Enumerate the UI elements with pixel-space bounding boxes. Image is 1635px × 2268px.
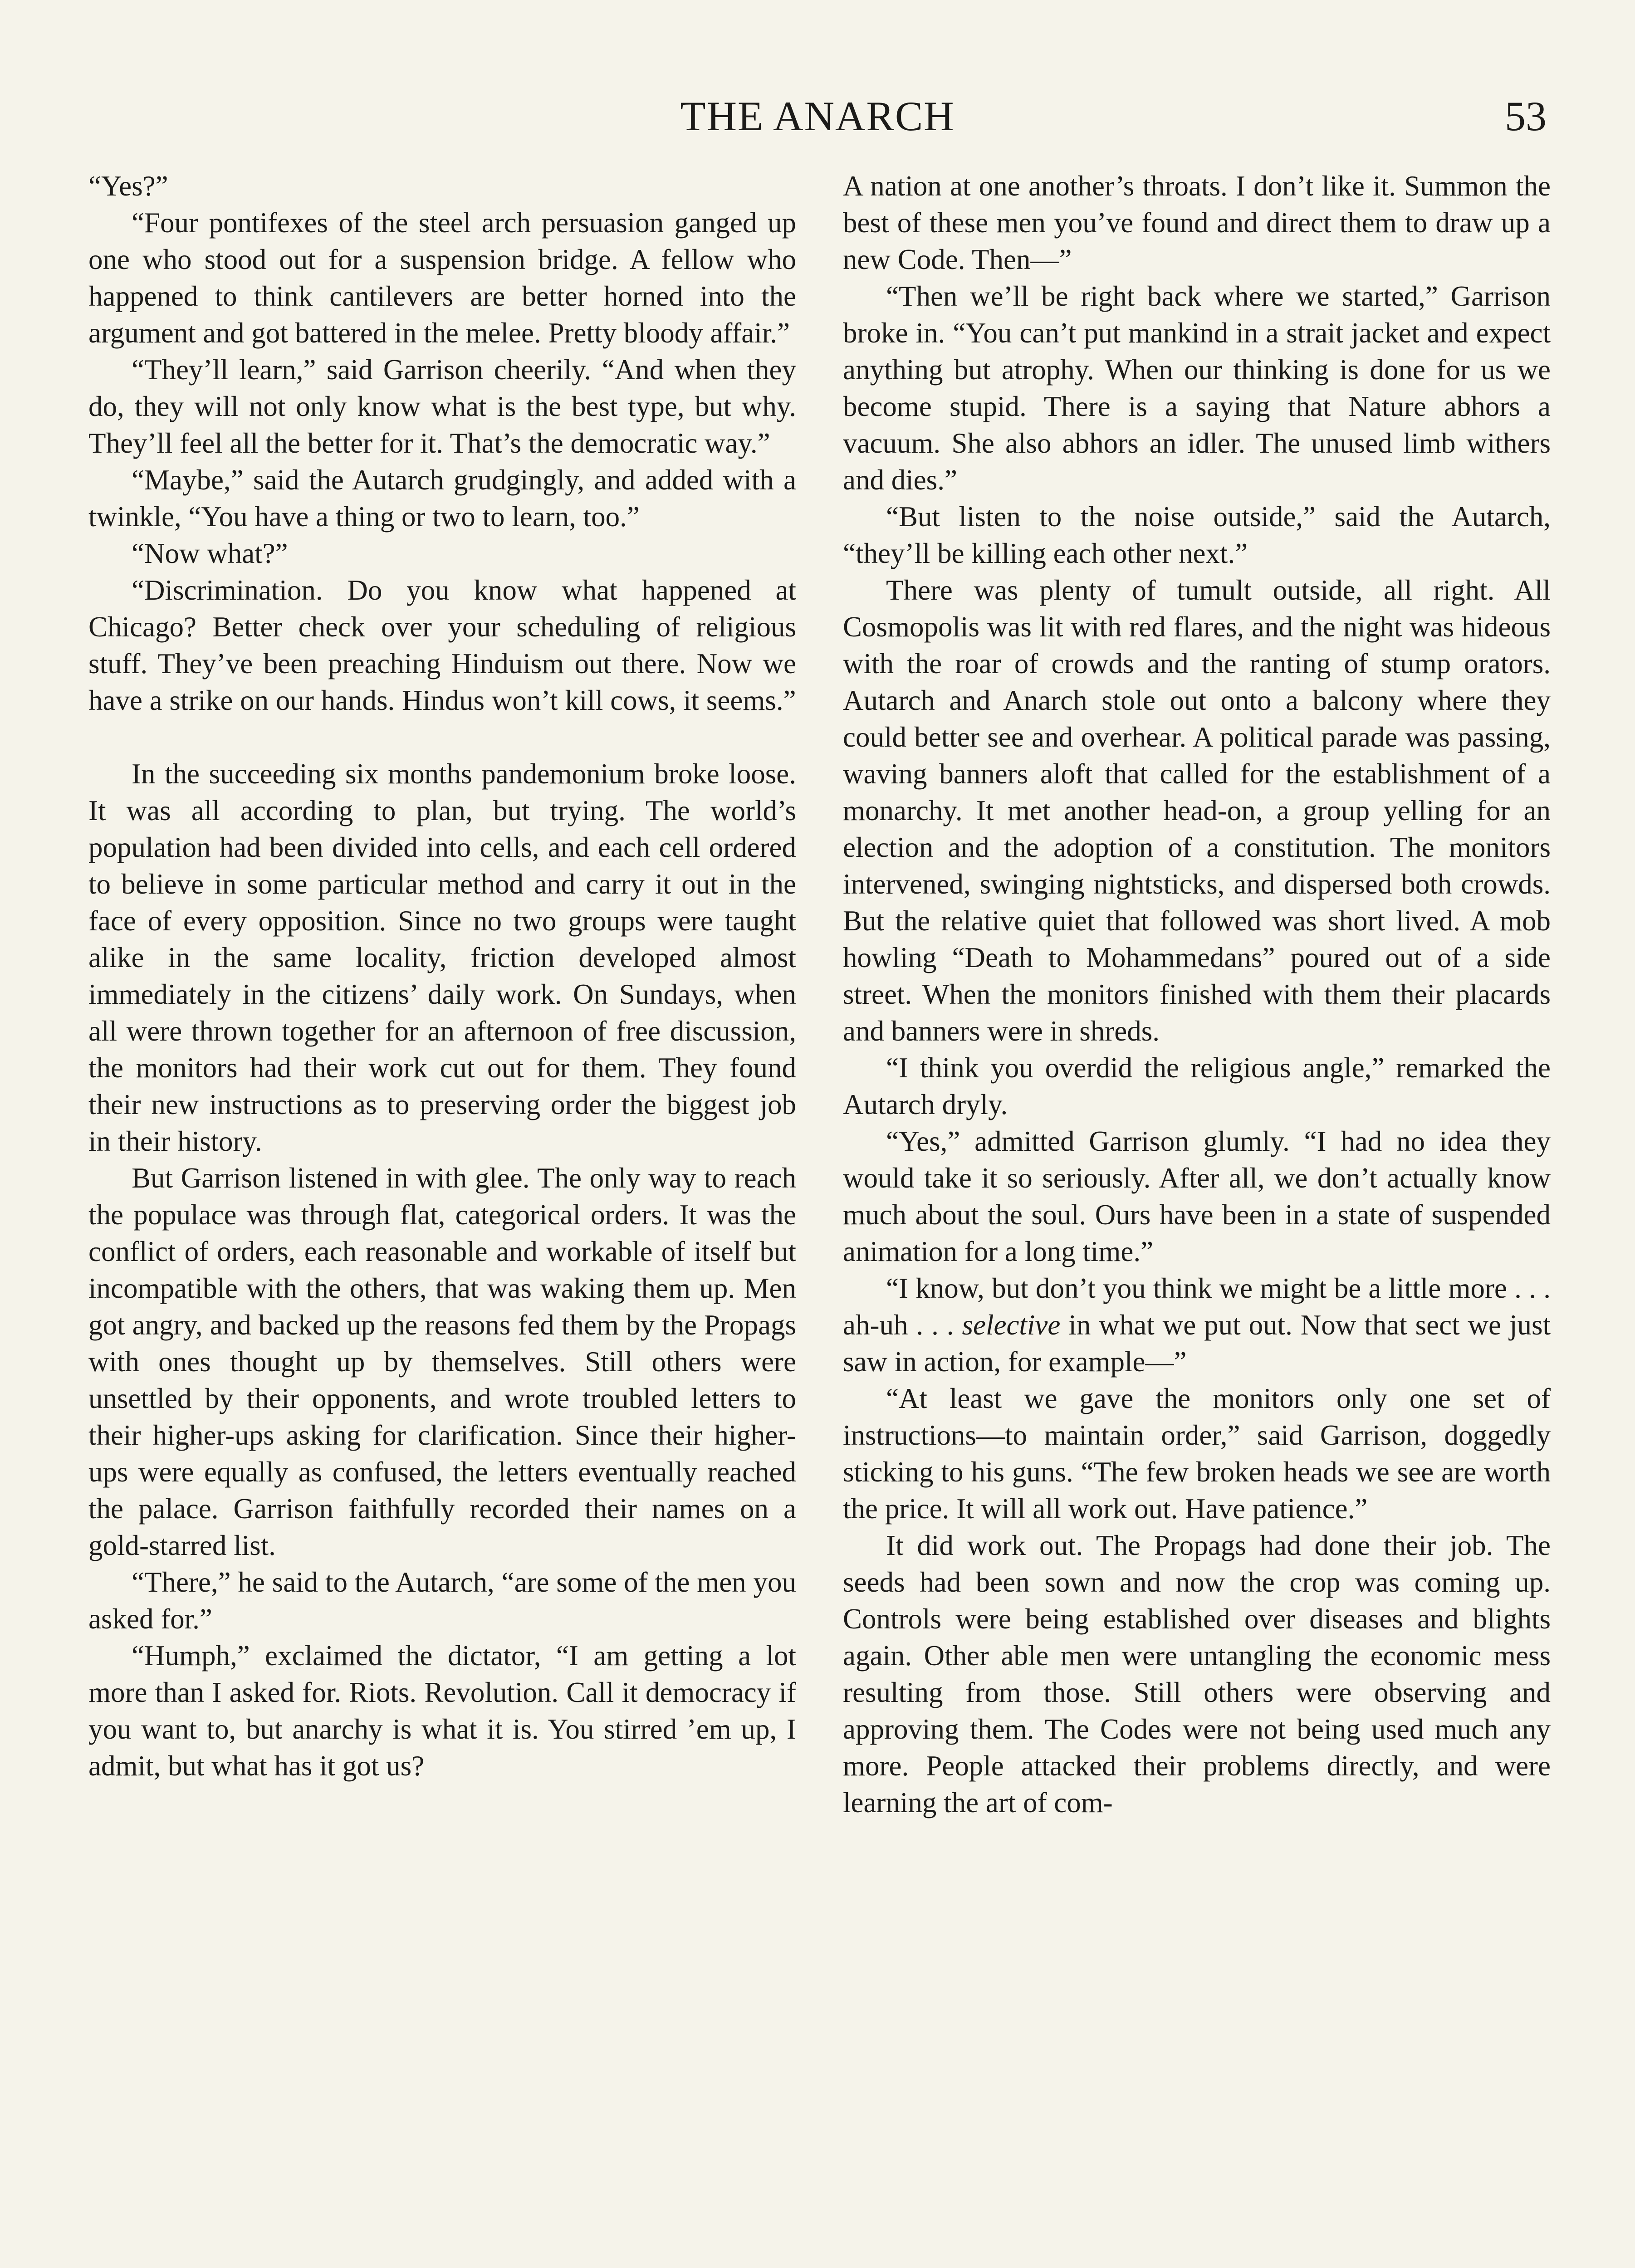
right-column <box>843 168 1551 2268</box>
paragraph: A nation at one another’s throats. I don’t like it. Summon the best of these men you’ve found and direct them to draw up a new Code. Then—” <box>843 170 1551 275</box>
emphasis-text: selective <box>962 1309 1061 1341</box>
paragraph: “Four pontifexes of the steel arch persuasion ganged up one who stood out for a suspension bridge. A fellow who happened to think cantilevers are better horned into the argument and got battered in the melee. Pretty bloody affair.” <box>88 207 796 349</box>
paragraph: “Now what?” <box>132 538 288 569</box>
paragraph: “Maybe,” said the Autarch grudgingly, and added with a twinkle, “You have a thing or two to learn, too.” <box>88 464 796 533</box>
paragraph: In the succeeding six months pandemonium broke loose. It was all according to plan, but trying. The world’s population had been divided into cells, and each cell ordered to believe in some particular method and carry it out in the face of every opposition. Since no two groups were taught alike in the same locality, friction developed almost immediately in the citizens’ daily work. On Sundays, when all were thrown together for an afternoon of free discussion, the monitors had their work cut out for them. They found their new instructions as to preserving order the biggest job in their history. <box>88 758 796 1157</box>
paragraph: “But listen to the noise outside,” said the Autarch, “they’ll be killing each other next.” <box>843 501 1551 569</box>
paragraph: It did work out. The Propags had done their job. The seeds had been sown and now the crop was coming up. Controls were being established over diseases and blights again. Other able men were untangling the economic mess resulting from those. Still others were observing and approving them. The Codes were not being used much any more. People attacked their problems directly, and were learning the art of com- <box>843 1530 1551 1818</box>
paragraph: “Humph,” exclaimed the dictator, “I am getting a lot more than I asked for. Riots. Revolution. Call it democracy if you want to, but anarchy is what it is. You stirred ’em up, I admit, but what has it got us? <box>88 1640 796 1782</box>
paragraph: “Then we’ll be right back where we started,” Garrison broke in. “You can’t put mankind in a strait jacket and expect anything but atrophy. When our thinking is done for us we become stupid. There is a saying that Nature abhors a vacuum. She also abhors an idler. The unused limb withers and dies.” <box>843 280 1551 496</box>
paragraph: “Yes,” admitted Garrison glumly. “I had no idea they would take it so seriously. After all, we don’t actually know much about the soul. Ours have been in a state of suspended animation for a long time.” <box>843 1125 1551 1267</box>
running-title: THE ANARCH <box>680 93 955 139</box>
paragraph: “Discrimination. Do you know what happened at Chicago? Better check over your scheduling of religious stuff. They’ve been preaching Hinduism out there. Now we have a strike on our hands. Hindus won’t kill cows, it seems.” <box>88 574 796 716</box>
paragraph <box>843 1270 1551 1380</box>
left-column <box>88 168 796 2268</box>
paragraph: “They’ll learn,” said Garrison cheerily. “And when they do, they will not only know what is the best type, but why. They’ll feel all the better for it. That’s the democratic way.” <box>88 354 796 459</box>
page-number: 53 <box>1505 93 1547 139</box>
paragraph: “There,” he said to the Autarch, “are some of the men you asked for.” <box>88 1566 796 1635</box>
paragraph: There was plenty of tumult outside, all right. All Cosmopolis was lit with red flares, and the night was hideous with the roar of crowds and the ranting of stump orators. Autarch and Anarch stole out onto a balcony where they could better see and overhear. A political parade was passing, waving banners aloft that called for the establishment of a monarchy. It met another head-on, a group yelling for an election and the adoption of a constitution. The monitors intervened, swinging nightsticks, and dispersed both crowds. But the relative quiet that followed was short lived. A mob howling “Death to Mohammedans” poured out of a side street. When the monitors finished with them their placards and banners were in shreds. <box>843 574 1551 1047</box>
paragraph: “At least we gave the monitors only one set of instructions—to maintain order,” said Garrison, doggedly sticking to his guns. “The few broken heads we see are worth the price. It will all work out. Have patience.” <box>843 1383 1551 1525</box>
text-run: in what we put out. Now that sect we just saw in action, for example—” <box>843 1309 1551 1378</box>
paragraph: But Garrison listened in with glee. The only way to reach the populace was through flat, categorical orders. It was the conflict of orders, each reasonable and workable of itself but incompatible with the others, that was waking them up. Men got angry, and backed up the reasons fed them by the Propags with ones thought up by themselves. Still others were unsettled by their opponents, and wrote troubled letters to their higher-ups asking for clarification. Since their higher-ups were equally as confused, the letters eventually reached the palace. Garrison faithfully recorded their names on a gold-starred list. <box>88 1162 796 1561</box>
text-run: “I know, but don’t you think we might be a little more . . . ah-uh . . . <box>843 1272 1551 1341</box>
paragraph: “I think you overdid the religious angle,” remarked the Autarch dryly. <box>843 1052 1551 1120</box>
paragraph: “Yes?” <box>88 170 168 202</box>
